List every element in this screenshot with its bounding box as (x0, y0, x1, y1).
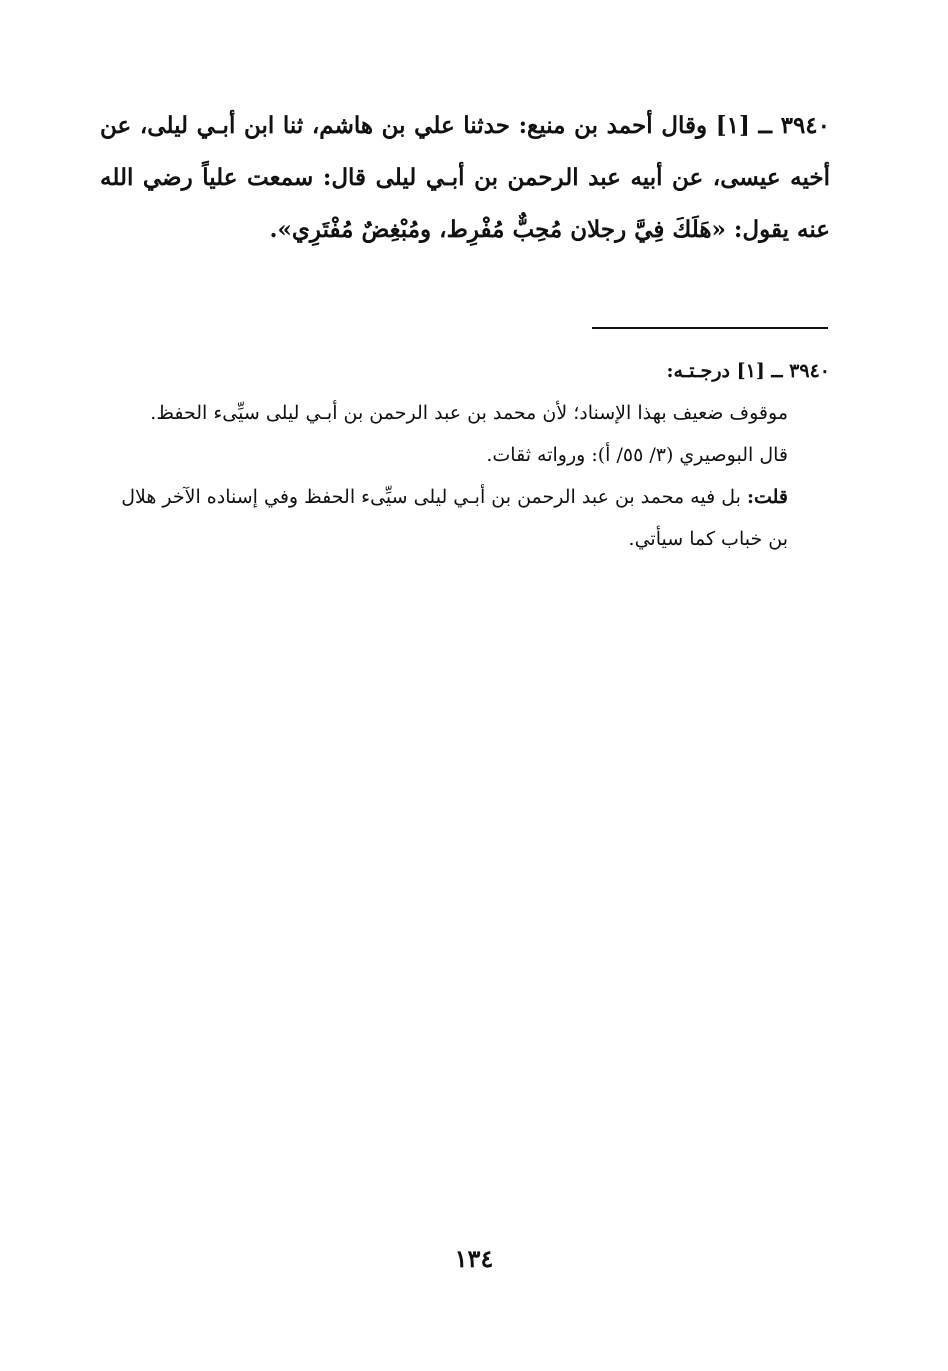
footnote-separator (592, 327, 828, 329)
comment-label: قلت: (746, 486, 788, 508)
footnote-busiri-quote: قال البوصيري (٣/ ٥٥/ أ): ورواته ثقات. (486, 444, 788, 466)
footnote-grading: موقوف ضعيف بهذا الإسناد؛ لأن محمد بن عبد الرحمن بن أبـي ليلى سيِّىء الحفظ. (150, 402, 788, 424)
footnote-section (100, 350, 830, 560)
hadith-text: ٣٩٤٠ ــ [١] وقال أحمد بن منيع: حدثنا علي بن هاشم، ثنا ابن أبـي ليلى، عن أخيه عيسى، عن أبيه عبد الرحمن بن أبـي ليلى قال: سمعت علياً رضي الله عنه يقول: «هَلَكَ فِيَّ رجلان مُحِبٌّ مُفْرِط، ومُبْغِضٌ مُفْتَرِي». (100, 112, 831, 243)
footnote-heading: ٣٩٤٠ ــ [١] درجـتـه: (666, 360, 830, 382)
footnote-author-comment (100, 476, 830, 560)
page-number: ١٣٤ (454, 1244, 494, 1273)
comment-text: بل فيه محمد بن عبد الرحمن بن أبـي ليلى سيِّىء الحفظ وفي إسناده الآخر هلال بن خباب كما سيأتي. (121, 486, 788, 550)
